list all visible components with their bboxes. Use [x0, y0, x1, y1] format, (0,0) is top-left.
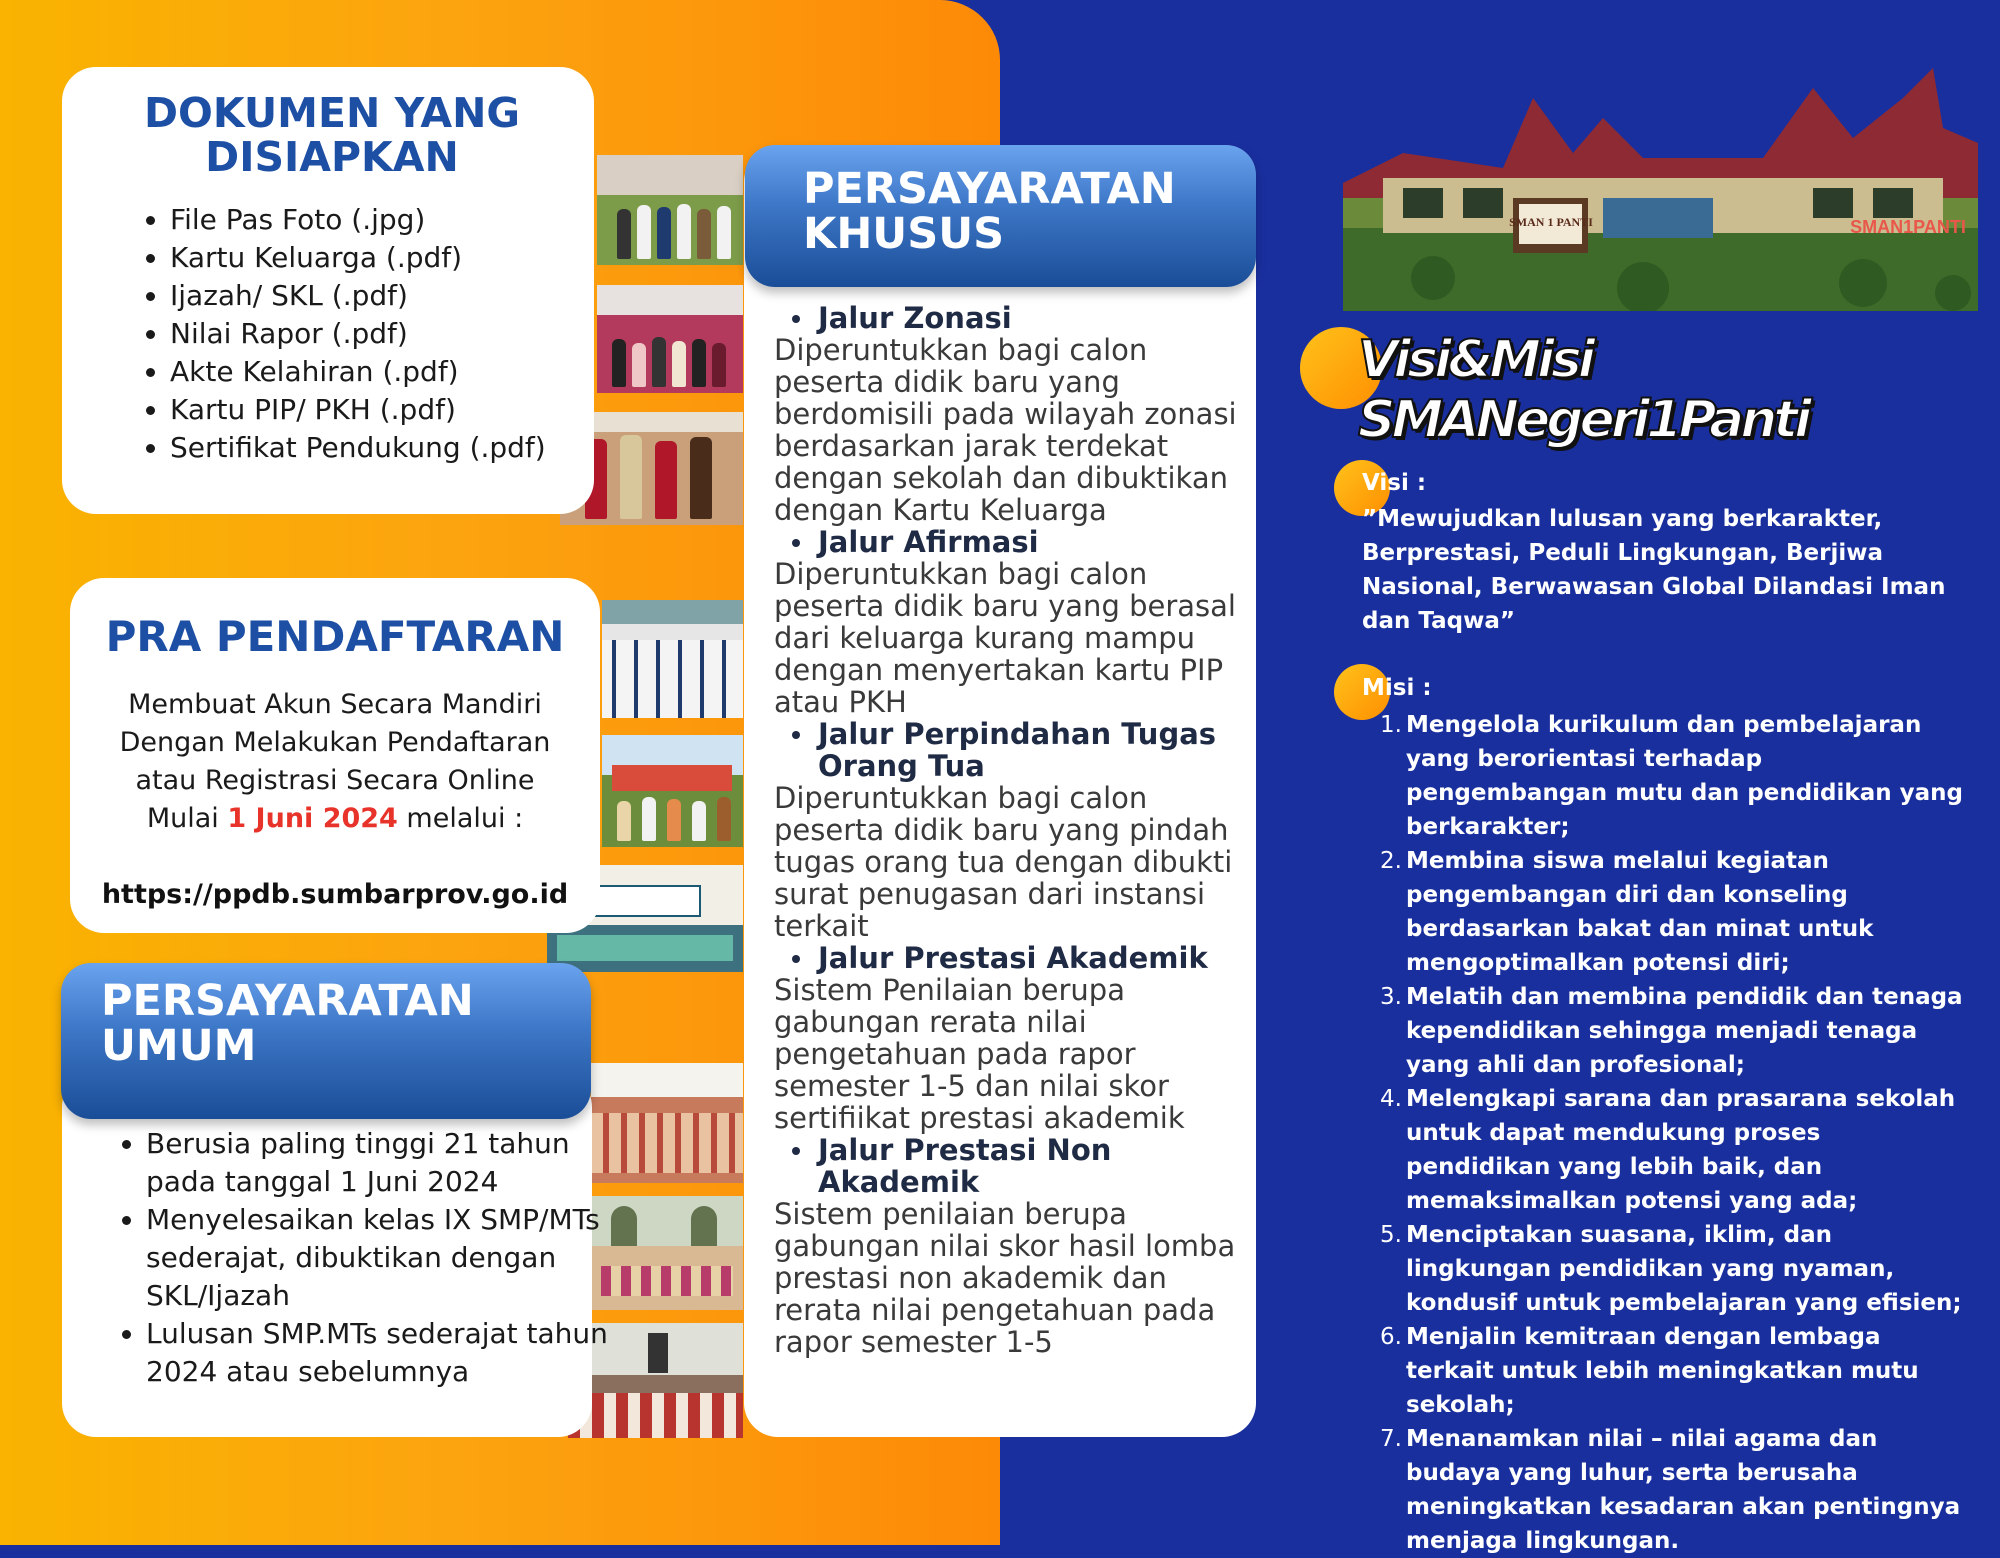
pra-line: Dengan Melakukan Pendaftaran: [119, 727, 551, 758]
list-item: 7. Menanamkan nilai – nilai agama dan budaya yang luhur, serta berusaha meningkatkan kesadaran akan pentingnya menjaga lingkungan.: [1380, 1426, 1961, 1554]
umum-card: [62, 1073, 608, 1437]
pra-line: atau Registrasi Secara Online: [135, 765, 535, 796]
dokumen-title: DOKUMEN YANG DISIAPKAN: [143, 89, 521, 181]
pra-title: PRA PENDAFTARAN: [105, 612, 565, 661]
khusus-item-title: Jalur Prestasi Non Akademik: [774, 1134, 1244, 1198]
school-sign-text: SMAN 1 PANTI: [1509, 215, 1593, 229]
khusus-item-title: Jalur Perpindahan Tugas Orang Tua: [774, 718, 1244, 782]
khusus-item-title: Jalur Zonasi: [774, 302, 1244, 334]
visimisi-heading-line: SMANegeri1Panti: [1358, 390, 1808, 450]
khusus-title-line: KHUSUS: [803, 209, 1005, 259]
list-item: • Berusia paling tinggi 21 tahun pada tanggal 1 Juni 2024: [146, 1125, 626, 1201]
school-building-photo: [1343, 58, 1978, 311]
khusus-item-title: Jalur Prestasi Akademik: [774, 942, 1244, 974]
list-item: 1. Mengelola kurikulum dan pembelajaran yang berorientasi terhadap pengembangan mutu dan pendidikan yang berkarakter;: [1380, 712, 1963, 840]
photo-outdoor-ceremony: [602, 735, 743, 847]
list-item: • Akte Kelahiran (.pdf): [170, 353, 630, 391]
pra-line: [70, 800, 600, 838]
list-item: • Nilai Rapor (.pdf): [170, 315, 630, 353]
visimisi-heading-line: Visi&Misi: [1358, 330, 1592, 390]
list-item: 5. Menciptakan suasana, iklim, dan lingkungan pendidikan yang nyaman, kondusif untuk pembelajaran yang efisien;: [1380, 1222, 1962, 1316]
list-item: • File Pas Foto (.jpg): [170, 201, 630, 239]
school-roof-text: SMAN1PANTI: [1850, 217, 1966, 237]
list-item: • Kartu PIP/ PKH (.pdf): [170, 391, 630, 429]
pra-line: Membuat Akun Secara Mandiri: [128, 689, 542, 720]
khusus-item-desc: Diperuntukkan bagi calon peserta didik baru yang berdomisili pada wilayah zonasi berdasarkan jarak terdekat dengan sekolah dan dibuktikan dengan Kartu Keluarga: [774, 333, 1237, 527]
pra-line4-prefix: Mulai: [146, 803, 228, 834]
visi-text: ”Mewujudkan lulusan yang berkarakter, Berprestasi, Peduli Lingkungan, Berjiwa Nasional, Berwawasan Global Dilandasi Iman dan Taqwa”: [1362, 506, 1946, 634]
pra-line4-suffix: melalui :: [397, 803, 524, 834]
khusus-item-desc: Sistem Penilaian berupa gabungan rerata nilai pengetahuan pada rapor semester 1-5 dan nilai skor sertifiikat prestasi akademik: [774, 973, 1185, 1135]
khusus-card: [744, 148, 1256, 1437]
umum-title-line: PERSAYARATAN: [101, 976, 474, 1026]
list-item: • Lulusan SMP.MTs sederajat tahun 2024 atau sebelumnya: [146, 1315, 626, 1391]
pra-body: [70, 686, 600, 914]
visimisi-heading: [1358, 330, 1808, 450]
list-item: 3. Melatih dan membina pendidik dan tenaga kependidikan sehingga menjadi tenaga yang ahli dan profesional;: [1380, 984, 1963, 1078]
umum-title-line: UMUM: [101, 1021, 257, 1071]
khusus-item-title: Jalur Afirmasi: [774, 526, 1244, 558]
pra-date: 1 Juni 2024: [227, 803, 398, 834]
khusus-header: [745, 145, 1256, 287]
list-item: • Sertifikat Pendukung (.pdf): [170, 429, 630, 467]
khusus-item-desc: Sistem penilaian berupa gabungan nilai skor hasil lomba prestasi non akademik dan rerata nilai pengetahuan pada rapor semester 1-5: [774, 1197, 1236, 1359]
photo-hall-crowd: [602, 600, 743, 718]
visi-label: Visi :: [1362, 470, 1427, 496]
khusus-item-desc: Diperuntukkan bagi calon peserta didik baru yang pindah tugas orang tua dengan dibukti surat penugasan dari instansi terkait: [774, 781, 1233, 943]
list-item: • Ijazah/ SKL (.pdf): [170, 277, 630, 315]
pra-pendaftaran-card: [70, 578, 600, 933]
list-item: • Kartu Keluarga (.pdf): [170, 239, 630, 277]
list-item: 2. Membina siswa melalui kegiatan pengembangan diri dan konseling berdasarkan bakat dan minat untuk mengoptimalkan potensi diri;: [1380, 848, 1874, 976]
khusus-title-line: PERSAYARATAN: [803, 164, 1176, 214]
dokumen-card: [62, 67, 594, 514]
khusus-list: [774, 302, 1244, 1358]
khusus-item-desc: Diperuntukkan bagi calon peserta didik baru yang berasal dari keluarga kurang mampu dengan menyertakan kartu PIP atau PKH: [774, 557, 1236, 719]
umum-header: [61, 963, 591, 1119]
misi-list: [1360, 708, 1965, 1558]
list-item: • Menyelesaikan kelas IX SMP/MTs sederajat, dibuktikan dengan SKL/Ijazah: [146, 1201, 626, 1315]
list-item: 6. Menjalin kemitraan dengan lembaga terkait untuk lebih meningkatkan mutu sekolah;: [1380, 1324, 1919, 1418]
pra-url-link[interactable]: https://ppdb.sumbarprov.go.id: [101, 879, 569, 910]
misi-label: Misi :: [1362, 675, 1432, 701]
list-item: 4. Melengkapi sarana dan prasarana sekolah untuk dapat mendukung proses pendidikan yang lebih baik, dan memaksimalkan potensi yang ada;: [1380, 1086, 1956, 1214]
umum-list: [88, 1125, 626, 1391]
dokumen-list: [118, 201, 630, 467]
